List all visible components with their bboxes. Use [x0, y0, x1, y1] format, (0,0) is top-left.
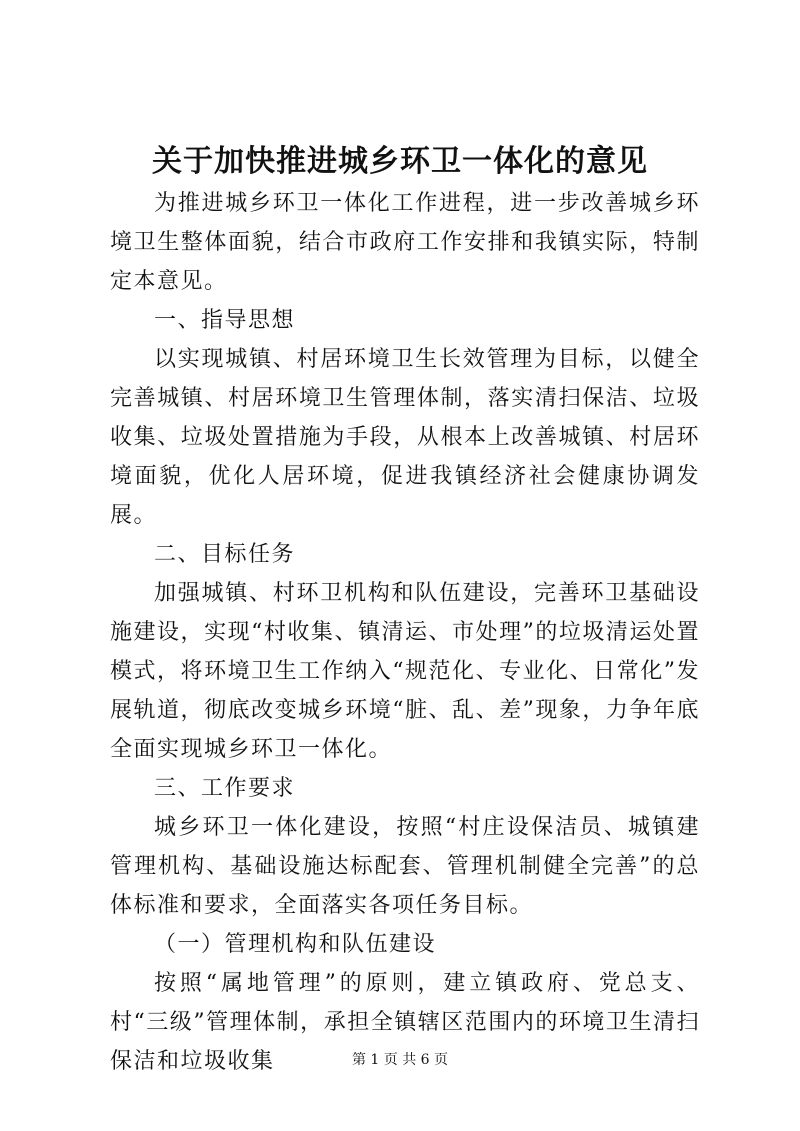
management-institutions-paragraph: 按照“属地管理”的原则，建立镇政府、党总支、村“三级”管理体制，承担全镇辖区范围内的环境卫生清扫保洁和垃圾收集	[110, 971, 700, 1074]
guiding-ideology-paragraph: 以实现城镇、村居环境卫生长效管理为目标，以健全完善城镇、村居环境卫生管理体制，落实清扫保洁、垃圾收集、垃圾处置措施为手段，从根本上改善城镇、村居环境面貌，优化人居环境，促进我镇经济社会健康协调发展。	[110, 347, 700, 528]
document-body	[110, 184, 700, 1081]
goals-tasks-paragraph: 加强城镇、村环卫机构和队伍建设，完善环卫基础设施建设，实现“村收集、镇清运、市处理”的垃圾清运处置模式，将环境卫生工作纳入“规范化、专业化、日常化”发展轨道，彻底改变城乡环境“脏、乱、差”现象，力争年底全面实现城乡环卫一体化。	[110, 581, 700, 762]
intro-paragraph: 为推进城乡环卫一体化工作进程，进一步改善城乡环境卫生整体面貌，结合市政府工作安排和我镇实际，特制定本意见。	[110, 191, 700, 294]
section-heading-goals-tasks: 二、目标任务	[154, 542, 296, 567]
subsection-heading-management-institutions: （一）管理机构和队伍建设	[154, 932, 437, 957]
section-heading-work-requirements: 三、工作要求	[154, 776, 296, 801]
work-requirements-paragraph: 城乡环卫一体化建设，按照“村庄设保洁员、城镇建管理机构、基础设施达标配套、管理机制健全完善”的总体标准和要求，全面落实各项任务目标。	[110, 815, 700, 918]
document-title: 关于加快推进城乡环卫一体化的意见	[152, 144, 648, 179]
page-number-footer: 第 1 页 共 6 页	[351, 1052, 449, 1068]
section-heading-guiding-ideology: 一、指导思想	[154, 308, 296, 333]
